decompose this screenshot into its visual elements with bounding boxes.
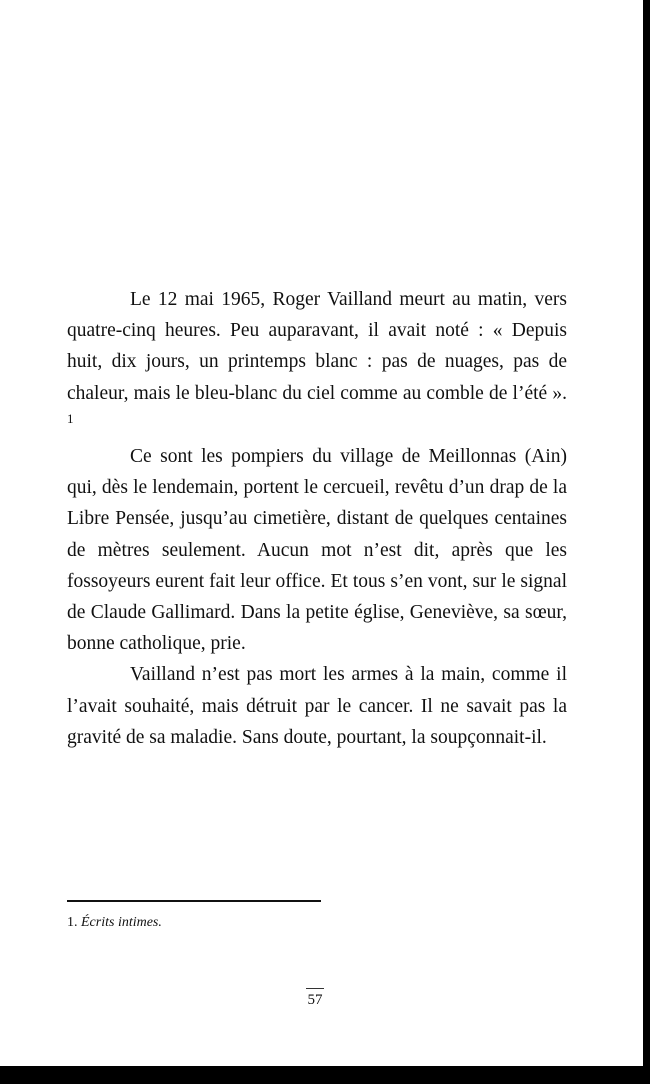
paragraph-3 [67,659,567,753]
paragraph-3-text: Vailland n’est pas mort les armes à la main, comme il l’avait souhaité, mais détruit par le cancer. Il ne savait pas la gravité de sa maladie. Sans doute, pourtant, la soupçonnait-il. [67,664,567,748]
page-number-value: 57 [307,992,323,1008]
paragraph-1 [67,284,567,441]
footnote-number: 1. [67,915,78,930]
footnote [67,914,162,932]
footnote-title: Écrits intimes. [81,915,162,930]
scan-border-bottom [0,1066,650,1084]
scan-border-right [643,0,650,1084]
paragraph-2 [67,441,567,659]
paragraph-1-text: Le 12 mai 1965, Roger Vailland meurt au matin, vers quatre-cinq heures. Peu auparavant, il avait noté : « Depuis huit, dix jours, un printemps blanc : pas de nuages, pas de chaleur, mais le bleu-blanc du ciel comme au comble de l’été ». [67,289,567,404]
footnote-rule [67,900,321,902]
footnote-reference: 1 [67,410,74,426]
page-number [290,988,340,1009]
page-number-dash [306,988,324,989]
body-text [67,284,567,753]
paragraph-2-text: Ce sont les pompiers du village de Meillonnas (Ain) qui, dès le lendemain, portent le cercueil, revêtu d’un drap de la Libre Pensée, jusqu’au cimetière, distant de quelques centaines de mètres seulement. Aucun mot n’est dit, après que les fossoyeurs eurent fait leur office. Et tous s’en vont, sur le signal de Claude Gallimard. Dans la petite église, Geneviève, sa sœur, bonne catholique, prie. [67,446,567,655]
